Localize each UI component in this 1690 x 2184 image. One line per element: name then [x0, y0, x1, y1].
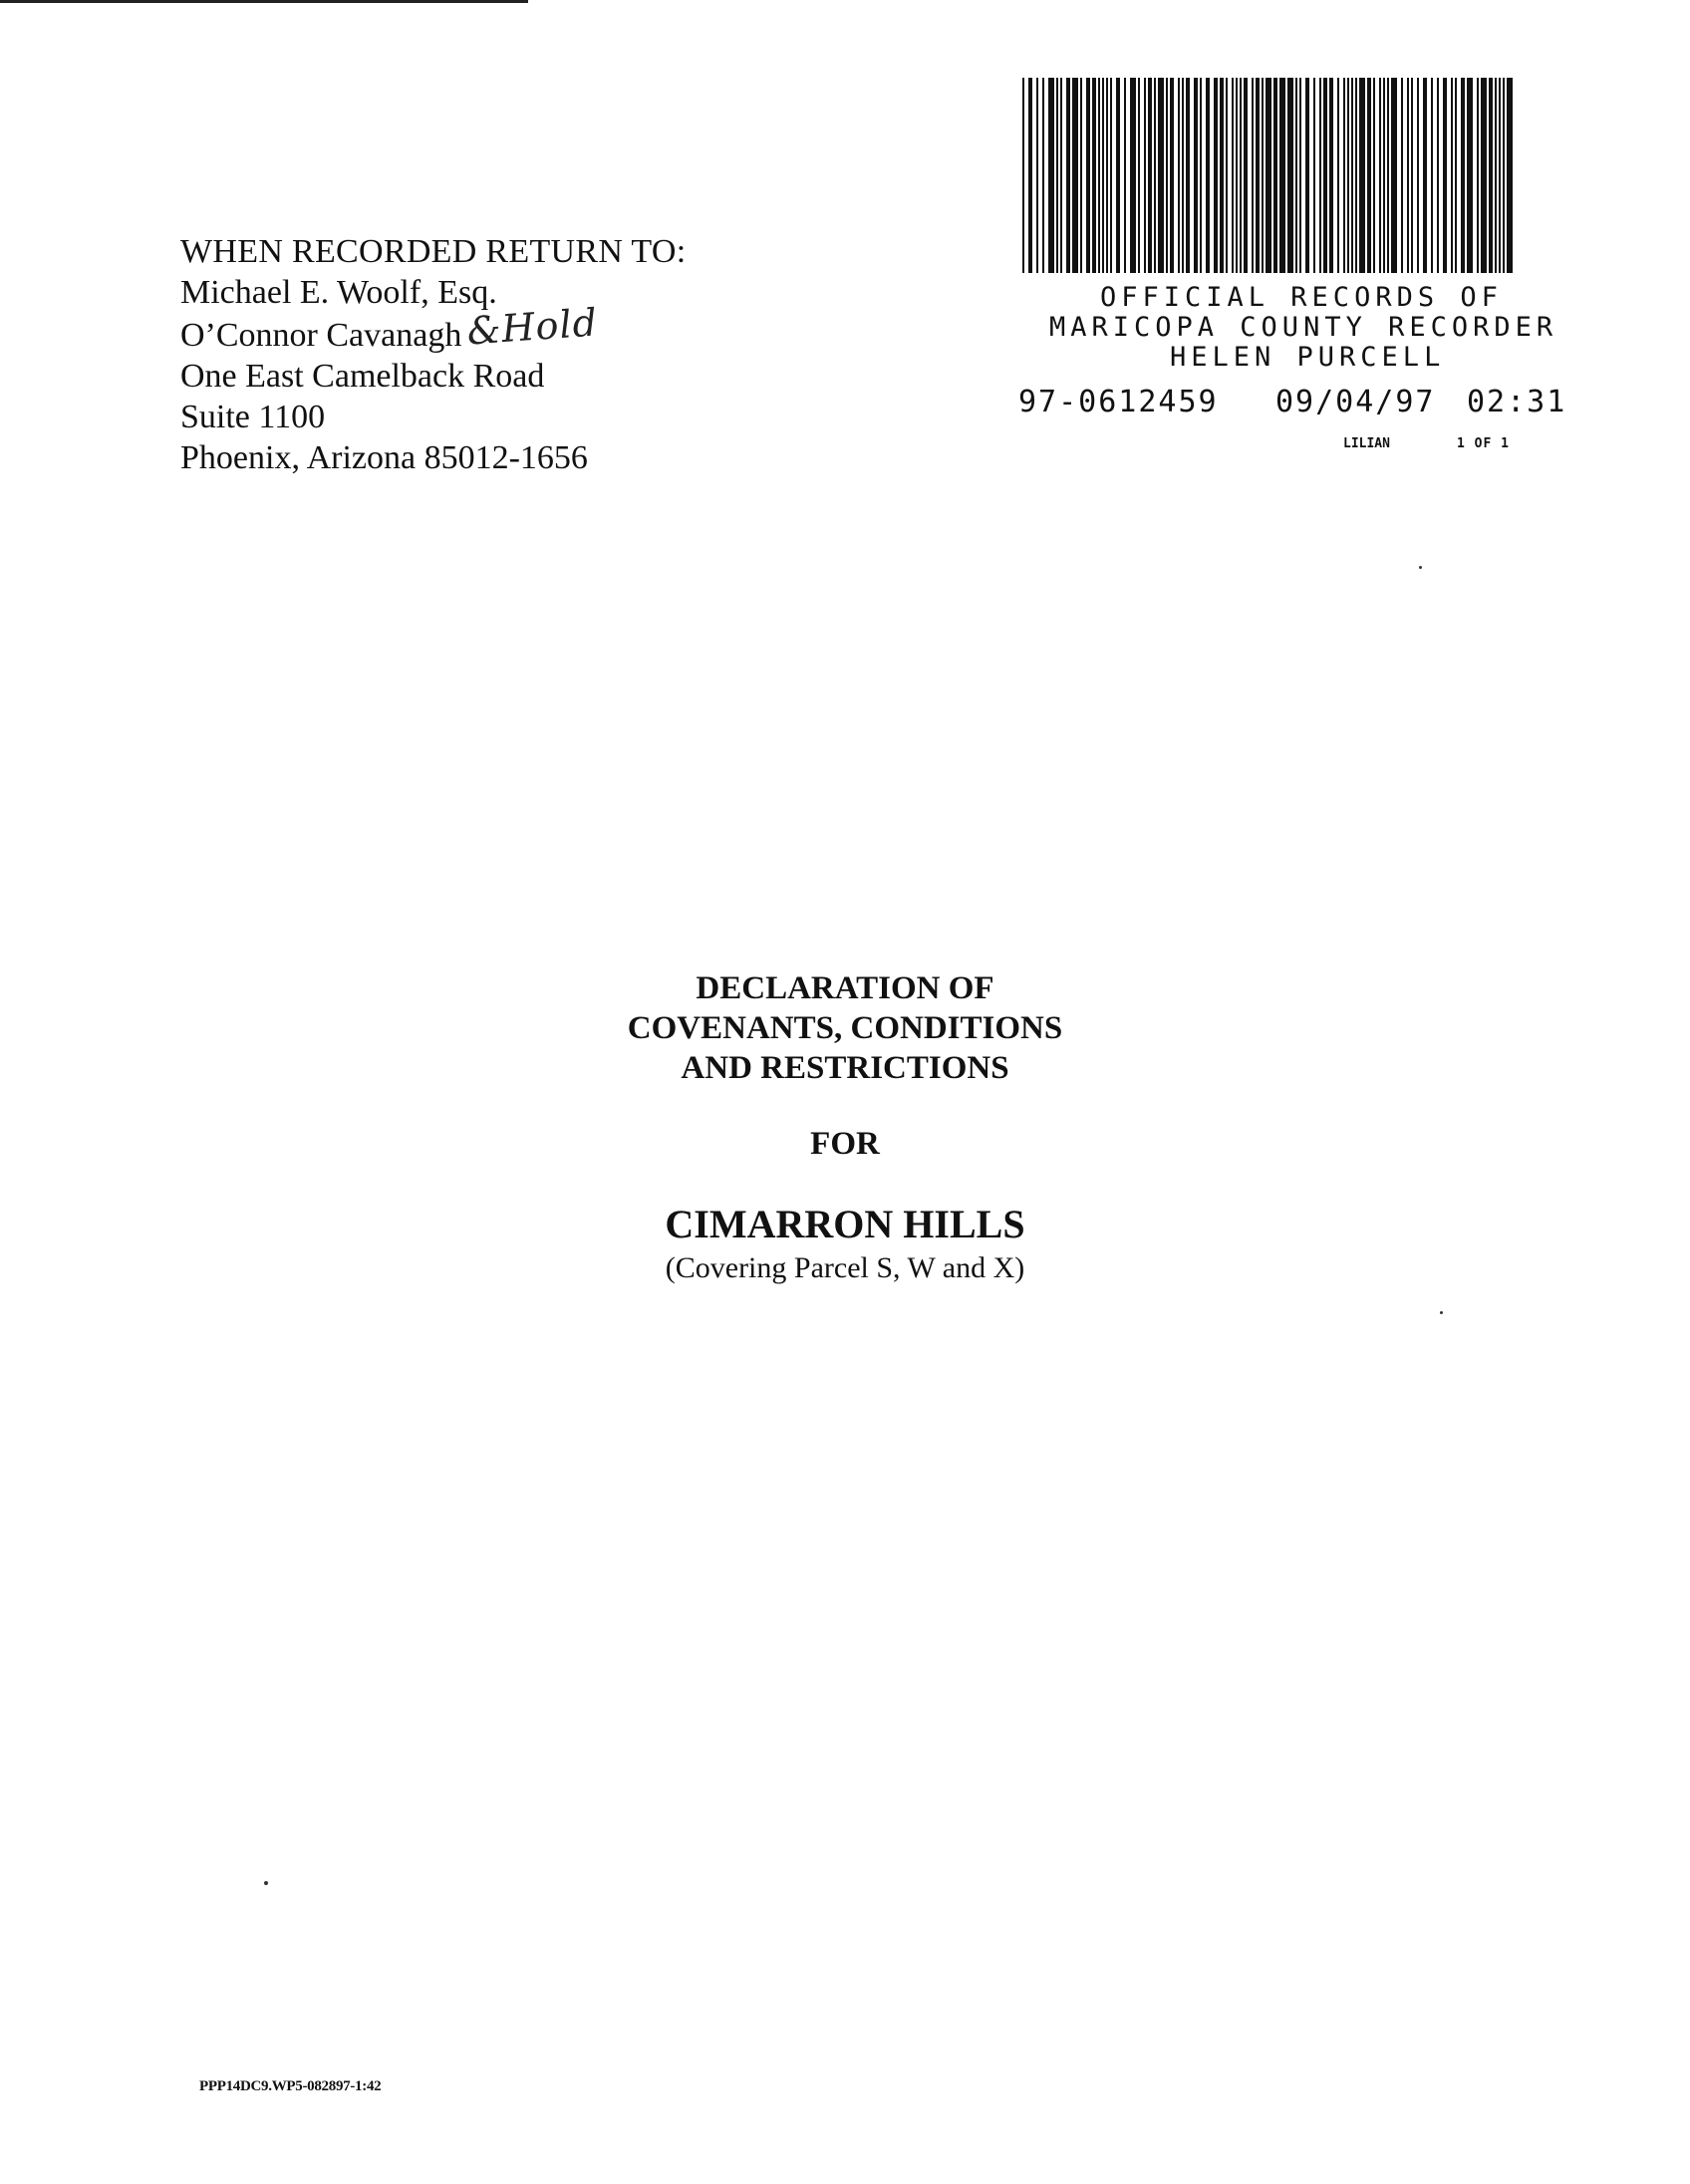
title-line-3: AND RESTRICTIONS: [681, 1050, 1009, 1086]
recording-date: 09/04/97: [1275, 385, 1436, 419]
recording-time: 02:31: [1467, 385, 1567, 419]
handwritten-note: &Hold: [465, 300, 600, 354]
return-line-firm: [180, 300, 686, 356]
recorder-line-3: HELEN PURCELL: [1170, 342, 1446, 373]
clerk-name: LILIAN: [1343, 436, 1390, 451]
document-number: 97-0612459: [1018, 385, 1219, 419]
title-for: FOR: [810, 1126, 880, 1162]
document-file-code: PPP14DC9.WP5-082897-1:42: [199, 2078, 382, 2094]
title-line-2: COVENANTS, CONDITIONS: [627, 1010, 1063, 1046]
return-line-suite: Suite 1100: [180, 399, 326, 435]
recorder-stamp: [1006, 283, 1594, 454]
return-line-city: Phoenix, Arizona 85012-1656: [180, 439, 588, 476]
recorder-line-1: OFFICIAL RECORDS OF: [1100, 282, 1503, 313]
return-firm-name: O’Connor Cavanagh: [180, 317, 462, 354]
return-address-block: [180, 231, 686, 478]
scan-speck: [1440, 1311, 1443, 1314]
page-count: 1 OF 1: [1457, 436, 1510, 451]
scan-edge-line: [0, 0, 528, 3]
recorder-line-2: MARICOPA COUNTY RECORDER: [1049, 312, 1558, 343]
project-subtitle: (Covering Parcel S, W and X): [665, 1251, 1025, 1284]
recording-info: [1006, 385, 1594, 420]
recording-clerk-info: [1006, 436, 1594, 454]
return-line-street: One East Camelback Road: [180, 358, 545, 395]
barcode-icon: [1020, 78, 1519, 273]
title-line-1: DECLARATION OF: [696, 970, 994, 1006]
project-name: CIMARRON HILLS: [665, 1202, 1025, 1246]
return-line-attorney: Michael E. Woolf, Esq.: [180, 274, 497, 311]
scan-speck: [264, 1881, 268, 1885]
return-heading: WHEN RECORDED RETURN TO:: [180, 233, 687, 270]
scan-speck: [1419, 566, 1422, 569]
document-title-block: [0, 968, 1690, 1285]
